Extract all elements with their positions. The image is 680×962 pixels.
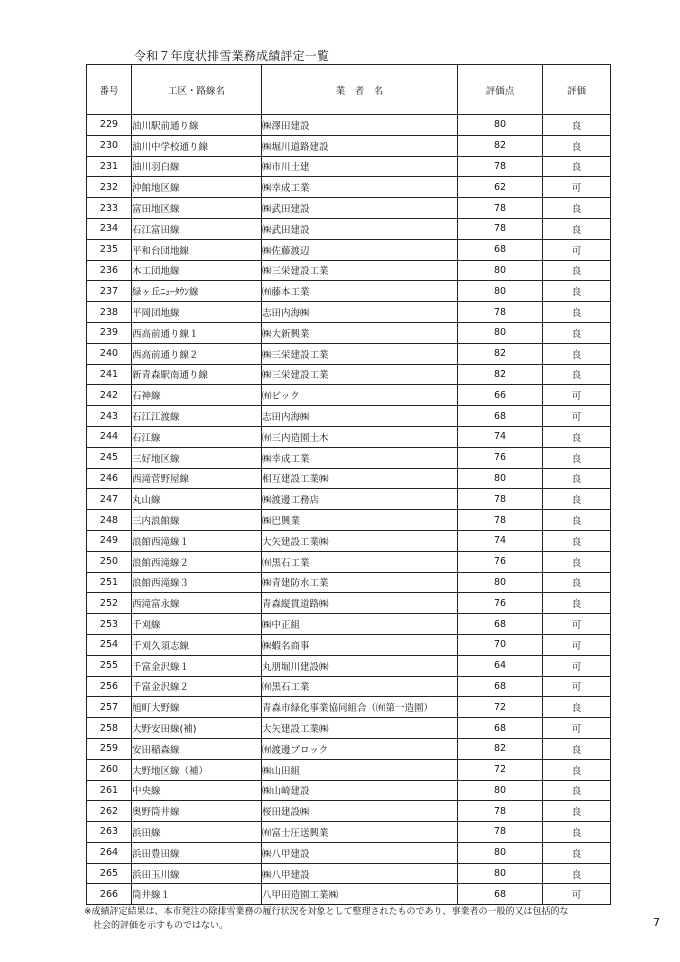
table-row [87,198,611,219]
cell-vendor: ㈱八甲建設 [262,863,458,884]
header-vendor: 業 者 名 [262,65,458,115]
cell-route: 西滝富永線 [132,593,262,614]
cell-route: 石江富田線 [132,218,262,239]
cell-score: 78 [458,510,543,531]
cell-no: 258 [87,718,132,739]
table-row [87,447,611,468]
cell-grade: 可 [543,406,611,427]
cell-route: 油川羽白線 [132,156,262,177]
cell-score: 76 [458,447,543,468]
table-row [87,426,611,447]
cell-vendor: 桜田建設㈱ [262,801,458,822]
cell-route: 大野地区線（補） [132,759,262,780]
cell-vendor: ㈱中正組 [262,614,458,635]
cell-vendor: ㈲ビック [262,385,458,406]
table-row [87,676,611,697]
cell-no: 264 [87,842,132,863]
cell-no: 243 [87,406,132,427]
cell-route: 丸山線 [132,489,262,510]
table-row [87,593,611,614]
table-row [87,385,611,406]
cell-no: 234 [87,218,132,239]
header-grade: 評価 [543,65,611,115]
cell-route: 中央線 [132,780,262,801]
cell-route: 石神線 [132,385,262,406]
cell-grade: 良 [543,322,611,343]
table-row [87,239,611,260]
cell-grade: 良 [543,489,611,510]
cell-score: 78 [458,489,543,510]
cell-score: 78 [458,302,543,323]
table-row [87,801,611,822]
cell-vendor: 志田内海㈱ [262,302,458,323]
cell-score: 78 [458,801,543,822]
cell-score: 68 [458,239,543,260]
cell-score: 68 [458,614,543,635]
cell-grade: 良 [543,822,611,843]
cell-no: 248 [87,510,132,531]
table-row [87,822,611,843]
cell-grade: 良 [543,551,611,572]
cell-route: 千富金沢線２ [132,676,262,697]
header-no: 番号 [87,65,132,115]
cell-vendor: ㈱佐藤渡辺 [262,239,458,260]
cell-no: 242 [87,385,132,406]
table-row [87,718,611,739]
cell-grade: 良 [543,697,611,718]
cell-no: 253 [87,614,132,635]
table-row [87,468,611,489]
cell-vendor: ㈱青建防水工業 [262,572,458,593]
cell-score: 78 [458,218,543,239]
footnote [84,905,644,933]
cell-score: 72 [458,697,543,718]
cell-vendor: 大矢建設工業㈱ [262,530,458,551]
cell-no: 244 [87,426,132,447]
table-row [87,322,611,343]
footnote-line-2: 社会的評価を示すものではない。 [93,921,229,931]
cell-vendor: ㈲黒石工業 [262,551,458,572]
table-row [87,530,611,551]
cell-no: 231 [87,156,132,177]
table-row [87,863,611,884]
cell-route: 木工団地線 [132,260,262,281]
cell-vendor: 青森縦貫道路㈱ [262,593,458,614]
table-row [87,697,611,718]
cell-score: 72 [458,759,543,780]
table-row [87,115,611,136]
table-row [87,218,611,239]
table-row [87,135,611,156]
table-row [87,634,611,655]
cell-grade: 良 [543,343,611,364]
cell-grade: 可 [543,385,611,406]
cell-grade: 良 [543,510,611,531]
cell-vendor: 八甲田造園工業㈱ [262,884,458,905]
cell-route: 油川駅前通り線 [132,115,262,136]
cell-route: 西高前通り線１ [132,322,262,343]
cell-no: 247 [87,489,132,510]
cell-no: 260 [87,759,132,780]
cell-score: 82 [458,135,543,156]
cell-score: 74 [458,530,543,551]
cell-no: 241 [87,364,132,385]
page-title: 令和７年度状排雪業務成績評定一覧 [134,49,330,63]
cell-grade: 良 [543,780,611,801]
cell-score: 80 [458,842,543,863]
cell-no: 249 [87,530,132,551]
cell-grade: 良 [543,302,611,323]
header-score: 評価点 [458,65,543,115]
cell-score: 68 [458,884,543,905]
cell-vendor: 志田内海㈱ [262,406,458,427]
table-row [87,884,611,905]
cell-no: 266 [87,884,132,905]
cell-grade: 可 [543,718,611,739]
cell-route: 筒井線１ [132,884,262,905]
cell-vendor: 青森市緑化事業協同組合（㈲第一造園） [262,697,458,718]
cell-vendor: ㈲三内造園土木 [262,426,458,447]
cell-score: 78 [458,822,543,843]
cell-route: 千刈線 [132,614,262,635]
cell-no: 255 [87,655,132,676]
cell-score: 80 [458,572,543,593]
cell-vendor: ㈱澤田建設 [262,115,458,136]
table-body [87,115,611,905]
cell-no: 254 [87,634,132,655]
cell-score: 66 [458,385,543,406]
cell-score: 80 [458,322,543,343]
cell-grade: 良 [543,801,611,822]
cell-vendor: 丸朋堀川建設㈱ [262,655,458,676]
cell-score: 62 [458,177,543,198]
cell-route: 安田稲森線 [132,738,262,759]
table-row [87,759,611,780]
cell-score: 82 [458,343,543,364]
cell-score: 70 [458,634,543,655]
cell-score: 76 [458,551,543,572]
table-row [87,780,611,801]
cell-vendor: ㈲黒石工業 [262,676,458,697]
cell-score: 68 [458,676,543,697]
cell-score: 80 [458,260,543,281]
cell-no: 232 [87,177,132,198]
cell-route: 石江江渡線 [132,406,262,427]
table-row [87,614,611,635]
cell-grade: 良 [543,759,611,780]
table-row [87,551,611,572]
cell-grade: 良 [543,281,611,302]
cell-no: 233 [87,198,132,219]
cell-score: 82 [458,738,543,759]
table-row [87,281,611,302]
table-row [87,156,611,177]
cell-grade: 良 [543,260,611,281]
cell-grade: 可 [543,655,611,676]
cell-vendor: ㈱大新興業 [262,322,458,343]
table-row [87,364,611,385]
table-row [87,510,611,531]
cell-score: 74 [458,426,543,447]
cell-grade: 良 [543,218,611,239]
cell-vendor: ㈱山崎建設 [262,780,458,801]
cell-route: 平岡団地線 [132,302,262,323]
cell-no: 256 [87,676,132,697]
cell-grade: 良 [543,530,611,551]
table-row [87,177,611,198]
table-row [87,343,611,364]
cell-grade: 良 [543,135,611,156]
cell-vendor: ㈲藤本工業 [262,281,458,302]
table-row [87,738,611,759]
cell-no: 259 [87,738,132,759]
cell-vendor: ㈱三栄建設工業 [262,343,458,364]
cell-route: 沖館地区線 [132,177,262,198]
cell-score: 78 [458,156,543,177]
footnote-line-1: ※成績評定結果は、本市発注の除排雪業務の履行状況を対象として整理されたものであり、事業者の一般的又は包括的な [84,907,569,917]
cell-route: 富田地区線 [132,198,262,219]
cell-no: 238 [87,302,132,323]
cell-vendor: ㈲渡邊ブロック [262,738,458,759]
cell-grade: 良 [543,364,611,385]
cell-score: 80 [458,780,543,801]
table-row [87,489,611,510]
cell-vendor: ㈱幸成工業 [262,177,458,198]
cell-grade: 良 [543,842,611,863]
cell-route: 千刈久須志線 [132,634,262,655]
cell-route: 西高前通り線２ [132,343,262,364]
cell-score: 76 [458,593,543,614]
cell-no: 252 [87,593,132,614]
cell-route: 旭町大野線 [132,697,262,718]
cell-vendor: ㈱三栄建設工業 [262,364,458,385]
cell-no: 236 [87,260,132,281]
cell-no: 262 [87,801,132,822]
cell-route: 奥野筒井線 [132,801,262,822]
cell-grade: 良 [543,426,611,447]
cell-score: 68 [458,406,543,427]
cell-route: 西滝菅野屋線 [132,468,262,489]
cell-grade: 良 [543,863,611,884]
cell-no: 265 [87,863,132,884]
cell-grade: 良 [543,572,611,593]
table-row [87,842,611,863]
cell-route: 大野安田線(補) [132,718,262,739]
cell-vendor: ㈱渡邊工務店 [262,489,458,510]
cell-score: 68 [458,718,543,739]
cell-route: 浜田玉川線 [132,863,262,884]
cell-no: 230 [87,135,132,156]
cell-vendor: ㈱堀川道路建設 [262,135,458,156]
cell-score: 80 [458,468,543,489]
cell-route: 浪館西滝線１ [132,530,262,551]
cell-grade: 可 [543,634,611,655]
cell-score: 80 [458,115,543,136]
cell-no: 245 [87,447,132,468]
cell-route: 石江線 [132,426,262,447]
cell-route: 三内浪館線 [132,510,262,531]
cell-route: 緑ヶ丘ﾆｭｰﾀｳﾝ線 [132,281,262,302]
cell-no: 261 [87,780,132,801]
cell-no: 239 [87,322,132,343]
cell-no: 251 [87,572,132,593]
cell-vendor: ㈱幸成工業 [262,447,458,468]
cell-route: 三好地区線 [132,447,262,468]
table-row [87,260,611,281]
cell-score: 80 [458,863,543,884]
cell-vendor: ㈱市川土建 [262,156,458,177]
cell-no: 237 [87,281,132,302]
cell-route: 浜田豊田線 [132,842,262,863]
cell-route: 千富金沢線１ [132,655,262,676]
cell-vendor: ㈱三栄建設工業 [262,260,458,281]
cell-route: 油川中学校通り線 [132,135,262,156]
table-row [87,406,611,427]
cell-vendor: ㈱巴興業 [262,510,458,531]
cell-no: 246 [87,468,132,489]
cell-grade: 可 [543,614,611,635]
cell-no: 240 [87,343,132,364]
cell-route: 平和台団地線 [132,239,262,260]
cell-no: 229 [87,115,132,136]
cell-route: 浪館西滝線３ [132,572,262,593]
cell-score: 82 [458,364,543,385]
table-header-row [87,65,611,115]
table-row [87,655,611,676]
cell-score: 78 [458,198,543,219]
cell-no: 257 [87,697,132,718]
cell-no: 235 [87,239,132,260]
cell-score: 64 [458,655,543,676]
page-number: 7 [653,916,660,929]
cell-no: 250 [87,551,132,572]
cell-route: 新青森駅南通り線 [132,364,262,385]
cell-grade: 良 [543,198,611,219]
table-row [87,302,611,323]
cell-vendor: ㈱武田建設 [262,218,458,239]
cell-grade: 良 [543,738,611,759]
cell-vendor: ㈱八甲建設 [262,842,458,863]
cell-vendor: 相互建設工業㈱ [262,468,458,489]
cell-no: 263 [87,822,132,843]
cell-grade: 可 [543,884,611,905]
table-row [87,572,611,593]
evaluation-table [86,64,611,905]
cell-vendor: 大矢建設工業㈱ [262,718,458,739]
header-route: 工区・路線名 [132,65,262,115]
cell-route: 浜田線 [132,822,262,843]
cell-grade: 可 [543,239,611,260]
cell-vendor: ㈲富士圧送興業 [262,822,458,843]
cell-grade: 良 [543,447,611,468]
cell-grade: 良 [543,593,611,614]
cell-grade: 可 [543,676,611,697]
cell-grade: 良 [543,115,611,136]
cell-route: 浪館西滝線２ [132,551,262,572]
cell-grade: 可 [543,177,611,198]
cell-grade: 良 [543,468,611,489]
cell-vendor: ㈱武田建設 [262,198,458,219]
cell-score: 80 [458,281,543,302]
cell-vendor: ㈱山田組 [262,759,458,780]
cell-grade: 良 [543,156,611,177]
cell-vendor: ㈱蝦名商事 [262,634,458,655]
